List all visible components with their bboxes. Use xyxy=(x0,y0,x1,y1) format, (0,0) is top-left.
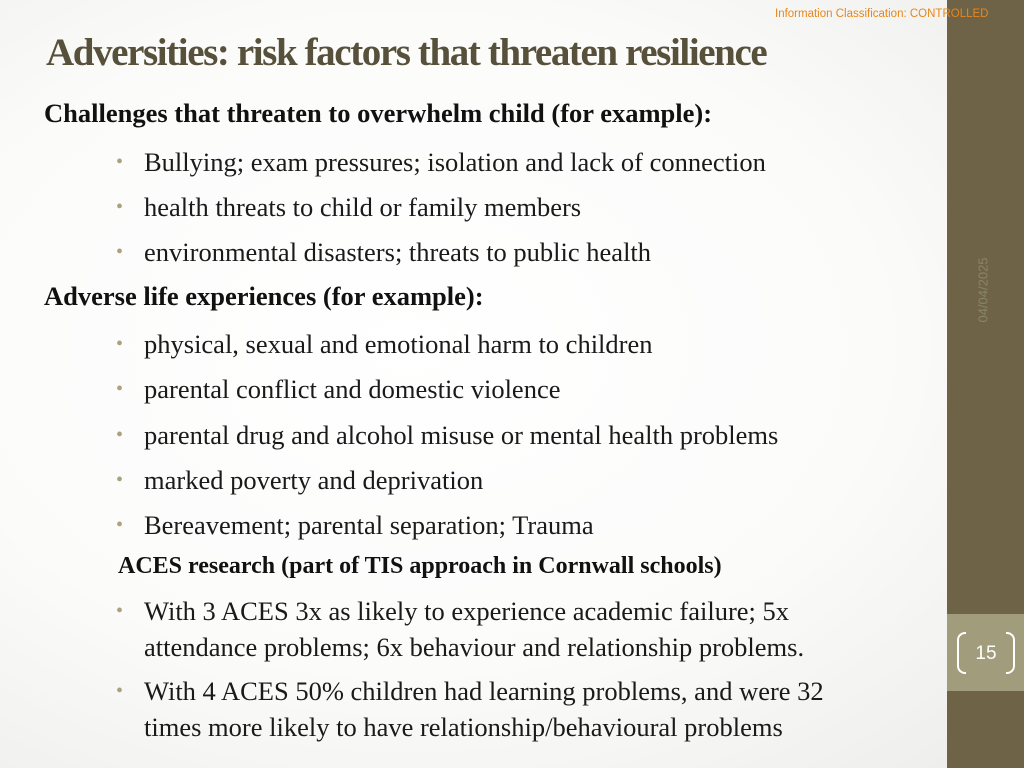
bullet-item xyxy=(116,417,779,453)
bullet-dot-icon: • xyxy=(116,680,124,702)
bullet-dot-icon: • xyxy=(116,151,124,173)
bullet-dot-icon: • xyxy=(116,469,124,491)
bullet-text: physical, sexual and emotional harm to children xyxy=(144,329,653,359)
left-bracket-shape xyxy=(957,632,966,674)
bullet-item xyxy=(116,234,652,270)
bullet-item xyxy=(116,371,561,407)
section-heading-aces: ACES research (part of TIS approach in Cornwall schools) xyxy=(118,553,722,579)
bullet-text: attendance problems; 6x behaviour and relationship problems. xyxy=(144,632,805,662)
bullet-dot-icon: • xyxy=(116,241,124,263)
bullet-dot-icon: • xyxy=(116,378,124,400)
bullet-text: parental conflict and domestic violence xyxy=(144,374,561,404)
bullet-text: With 3 ACES 3x as likely to experience academic failure; 5x xyxy=(144,596,790,626)
slide-number-text: 15 xyxy=(975,643,997,664)
bullet-text: Bullying; exam pressures; isolation and lack of connection xyxy=(144,147,766,177)
classification-label: Information Classification: CONTROLLED xyxy=(775,8,989,20)
bullet-item xyxy=(116,507,594,543)
bullet-text: marked poverty and deprivation xyxy=(144,465,484,495)
bullet-text: health threats to child or family members xyxy=(144,192,582,222)
slide-date: 04/04/2025 xyxy=(975,257,991,323)
section-heading-challenges: Challenges that threaten to overwhelm child (for example): xyxy=(44,98,713,128)
bullet-text: Bereavement; parental separation; Trauma xyxy=(144,510,594,540)
bullet-text: environmental disasters; threats to public health xyxy=(144,237,652,267)
bullet-item xyxy=(116,189,582,225)
slide-number xyxy=(957,632,1015,676)
bullet-dot-icon: • xyxy=(116,333,124,355)
bullet-text: parental drug and alcohol misuse or mental health problems xyxy=(144,420,779,450)
bullet-dot-icon: • xyxy=(116,196,124,218)
bullet-item xyxy=(116,673,824,745)
bullet-dot-icon: • xyxy=(116,424,124,446)
bullet-item xyxy=(116,326,653,362)
right-bracket-shape xyxy=(1006,632,1015,674)
slide-title: Adversities: risk factors that threaten resilience xyxy=(46,31,767,74)
bullet-item xyxy=(116,144,766,180)
bullet-dot-icon: • xyxy=(116,514,124,536)
bullet-item xyxy=(116,462,484,498)
section-heading-adverse: Adverse life experiences (for example): xyxy=(44,281,484,311)
bullet-item xyxy=(116,593,805,665)
bullet-dot-icon: • xyxy=(116,600,124,622)
bullet-text: With 4 ACES 50% children had learning problems, and were 32 xyxy=(144,676,824,706)
bullet-text: times more likely to have relationship/behavioural problems xyxy=(144,712,783,742)
